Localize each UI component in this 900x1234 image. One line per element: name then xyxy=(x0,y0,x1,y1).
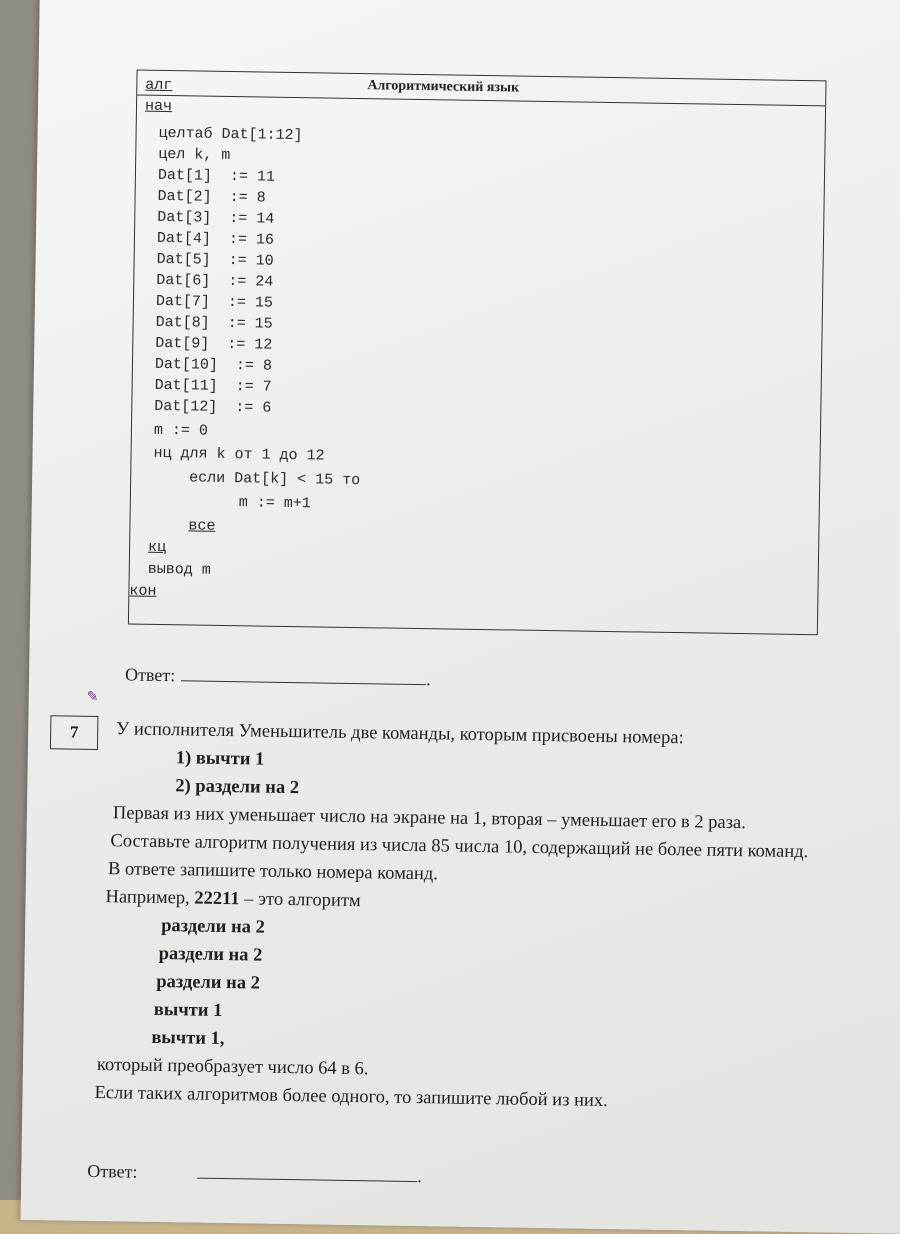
code-line: цел k, m xyxy=(158,145,231,165)
command-1: 1) вычти 1 xyxy=(175,748,265,770)
task-paragraph: Первая из них уменьшает число на экране на 1, вторая – уменьшает его в 2 раза. xyxy=(112,803,746,834)
pen-mark: ✎ xyxy=(86,689,99,706)
code-line: m := m+1 xyxy=(238,494,311,513)
answer-blank[interactable] xyxy=(181,666,426,685)
example-step: раздели на 2 xyxy=(160,916,265,938)
example-step: вычти 1 xyxy=(153,999,223,1021)
answer-end: . xyxy=(426,669,431,690)
example-prefix: Например, xyxy=(105,887,190,909)
code-header xyxy=(137,71,825,107)
task-number-box: 7 xyxy=(50,715,99,750)
code-line: если Dat[k] < 15 то xyxy=(189,469,361,490)
answer-label: Ответ: xyxy=(87,1160,138,1182)
task-paragraph: который преобразует число 64 в 6. xyxy=(96,1055,369,1080)
code-line: m := 0 xyxy=(153,421,209,440)
example-suffix: – это алгоритм xyxy=(244,889,361,912)
example-step: вычти 1, xyxy=(151,1027,225,1050)
code-line: Dat[11] := 7 xyxy=(154,376,272,396)
code-line: Dat[8] := 15 xyxy=(155,313,273,333)
code-line: нач xyxy=(144,97,173,116)
example-step: раздели на 2 xyxy=(158,943,263,966)
answer-blank[interactable] xyxy=(197,1164,417,1182)
task-paragraph: В ответе запишите только номера команд. xyxy=(107,859,439,885)
code-line: нц для k от 1 до 12 xyxy=(153,444,325,465)
task-paragraph: Если таких алгоритмов более одного, то запишите любой из них. xyxy=(94,1082,608,1112)
answer-field-1[interactable] xyxy=(125,664,431,690)
code-line: вывод m xyxy=(147,560,211,579)
answer-label: Ответ: xyxy=(124,664,176,686)
code-line: Dat[7] := 15 xyxy=(155,292,274,312)
code-line: Dat[9] := 12 xyxy=(155,334,273,354)
code-line: Dat[3] := 14 xyxy=(157,208,275,228)
language-title: Алгоритмический язык xyxy=(367,78,520,96)
example-step: раздели на 2 xyxy=(156,971,261,994)
answer-end: . xyxy=(417,1166,423,1187)
algorithm-code-box xyxy=(128,70,827,636)
code-line: Dat[12] := 6 xyxy=(154,397,272,417)
example-line xyxy=(105,887,360,912)
exam-page xyxy=(21,0,900,1234)
code-line: кц xyxy=(147,538,167,557)
code-line: все xyxy=(188,517,216,535)
code-line: Dat[2] := 8 xyxy=(157,187,266,207)
code-line: Dat[6] := 24 xyxy=(156,271,274,291)
code-line: Dat[1] := 11 xyxy=(157,166,276,186)
answer-field-2[interactable] xyxy=(87,1161,422,1187)
example-code: 22211 xyxy=(194,888,240,910)
command-2: 2) раздели на 2 xyxy=(175,776,300,799)
code-line: кон xyxy=(129,582,157,600)
task-intro: У исполнителя Уменьшитель две команды, которым присвоены номера: xyxy=(116,719,684,749)
code-line: Dat[10] := 8 xyxy=(154,355,273,375)
code-line: целтаб Dat[1:12] xyxy=(158,124,303,145)
task-paragraph: Составьте алгоритм получения из числа 85 числа 10, содержащий не более пяти команд. xyxy=(110,831,809,863)
code-line: алг xyxy=(145,76,173,95)
code-line: Dat[5] := 10 xyxy=(156,250,274,270)
code-line: Dat[4] := 16 xyxy=(156,229,275,249)
